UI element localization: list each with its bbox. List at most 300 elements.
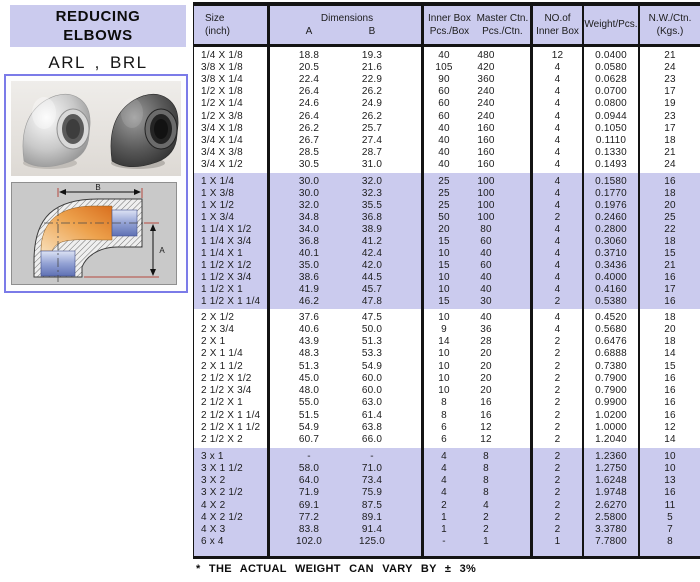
cell-size: 1 X 1/4 [201,175,235,187]
cell-dim-a: 26.4 [298,86,320,98]
cell-pcs-box: 4 [441,462,447,474]
cell-dim-b: 26.2 [361,86,383,98]
cell-pcs-ctn: 28 [480,336,492,348]
cell-pcs-box: 15 [438,295,450,307]
cell-weight: 0.1976 [595,199,627,211]
cell-size: 2 X 3/4 [201,323,235,335]
cell-pcs-box: 40 [438,135,450,147]
cell-size: 2 1/2 X 1 1/2 [201,422,261,434]
cell-size: 1 X 1/2 [201,199,235,211]
cell-no-inner-box: 2 [554,511,561,523]
cell-nw: 21 [664,259,676,271]
cell-nw: 23 [664,74,676,85]
cell-no-inner-box: 12 [551,49,564,61]
cell-size: 3 X 2 1/2 [201,487,243,499]
cell-nw: 18 [664,187,676,199]
cell-dim-a: 26.7 [298,135,320,147]
cell-size: 1 1/4 X 1/2 [201,223,252,235]
cell-pcs-ctn: 40 [480,271,492,283]
cell-pcs-ctn: 240 [477,110,495,122]
cell-no-inner-box: 2 [554,434,561,446]
left-panel [0,0,193,582]
cell-pcs-ctn: 16 [480,409,492,421]
cell-pcs-ctn: 240 [477,98,495,110]
cell-dim-b: 75.9 [361,487,383,499]
cell-no-inner-box: 2 [554,372,561,384]
dimension-diagram [11,182,177,285]
cell-pcs-box: 14 [438,336,450,348]
cell-size: 4 X 3 [201,524,226,536]
cell-dim-a: 30.0 [298,175,320,187]
dim-b-label: B [95,183,101,192]
cell-pcs-box: 10 [438,283,450,295]
cell-weight: 1.0200 [595,409,627,421]
cell-dim-b: 32.0 [361,175,383,187]
cell-size: 3/8 X 1/8 [201,61,243,73]
cell-no-inner-box: 2 [554,336,561,348]
cell-pcs-box: 15 [438,259,450,271]
cell-size: 1 1/2 X 1 1/4 [201,295,261,307]
cell-nw: 14 [664,434,676,446]
cell-dim-b: 51.3 [361,336,383,348]
cell-size: 2 1/2 X 2 [201,434,243,446]
cell-dim-a: 48.3 [298,348,320,360]
cell-size: 1/2 X 1/4 [201,98,243,110]
cell-nw: 16 [664,397,676,409]
cell-dim-b: 25.7 [361,122,383,134]
cell-dim-a: 28.5 [298,147,320,159]
cell-size: 2 X 1/2 [201,311,235,323]
cell-pcs-ctn: 240 [477,86,495,98]
cell-pcs-ctn: 60 [480,235,492,247]
cell-dim-a: 58.0 [298,462,320,474]
cell-pcs-ctn: 36 [480,323,492,335]
cell-nw: 18 [664,135,676,147]
header-inner-box: Inner Box Pcs./Box [428,12,471,37]
cell-nw: 18 [664,311,676,323]
cell-pcs-box: 10 [438,247,450,259]
cell-dim-b: 42.0 [361,259,383,271]
cell-nw: 18 [664,235,676,247]
cell-no-inner-box: 2 [554,475,561,487]
rule-after-dimensions [421,2,424,559]
cell-pcs-box: 4 [441,450,447,462]
cell-pcs-ctn: 16 [480,397,492,409]
cell-pcs-box: - [442,536,446,548]
cell-weight: 0.1580 [595,175,627,187]
cell-weight: 0.3060 [595,235,627,247]
title-line2: ELBOWS [63,27,133,44]
cell-dim-b: 47.5 [361,311,383,323]
header-packing [424,12,530,38]
cell-size: 2 X 1 [201,336,226,348]
cell-weight: 3.3780 [595,524,627,536]
cell-size: 1/4 X 1/8 [201,49,243,61]
cell-dim-b: 63.8 [361,422,383,434]
cell-nw: 19 [664,98,676,110]
cell-no-inner-box: 4 [554,147,561,159]
cell-dim-a: 51.3 [298,360,320,372]
cell-dim-b: 71.0 [361,462,383,474]
cell-weight: 0.1330 [595,147,627,159]
header-weight: Weight/Pcs. [584,19,638,31]
cell-weight: 2.6270 [595,499,627,511]
cell-pcs-box: 60 [438,86,450,98]
cell-weight: 0.1050 [595,122,627,134]
cell-size: 1/2 X 3/8 [201,110,243,122]
cell-dim-a: 41.9 [298,283,320,295]
cell-dim-a: 51.5 [298,409,320,421]
header-net-weight: N.W./Ctn. (Kgs.) [648,12,692,37]
cell-pcs-ctn: 40 [480,283,492,295]
cell-size: 3/4 X 1/2 [201,159,243,171]
cell-size: 3 x 1 [201,450,224,462]
cell-dim-b: 45.7 [361,283,383,295]
cell-weight: 0.5680 [595,323,627,335]
cell-dim-a: 18.8 [298,49,320,61]
cell-dim-a: 40.6 [298,323,320,335]
cell-pcs-box: 20 [438,223,450,235]
cell-dim-a: 102.0 [295,536,323,548]
cell-pcs-ctn: 100 [477,199,495,211]
cell-no-inner-box: 4 [554,235,561,247]
cell-no-inner-box: 4 [554,259,561,271]
cell-nw: 15 [664,360,676,372]
cell-pcs-box: 8 [441,409,447,421]
header-size: Size (inch) [205,12,231,37]
cell-no-inner-box: 4 [554,61,561,73]
cell-nw: 16 [664,175,676,187]
cell-no-inner-box: 2 [554,295,561,307]
cell-dim-b: 32.3 [361,187,383,199]
cell-dim-b: - [370,450,374,462]
cell-weight: 1.2360 [595,450,627,462]
product-photo [8,77,184,180]
cell-size: 3/8 X 1/4 [201,74,243,85]
cell-pcs-box: 10 [438,348,450,360]
header-no-of-inner-box: NO.of Inner Box [536,12,579,37]
cell-nw: 15 [664,247,676,259]
cell-pcs-box: 1 [441,524,447,536]
cell-no-inner-box: 4 [554,98,561,110]
cell-weight: 0.0580 [595,61,627,73]
cell-weight: 0.2460 [595,211,627,223]
cell-dim-b: 26.2 [361,110,383,122]
title-line1: REDUCING [55,7,141,25]
cell-dim-a: 30.0 [298,187,320,199]
rule-after-packing [530,2,533,559]
cell-dim-a: 83.8 [298,524,320,536]
cell-pcs-box: 4 [441,487,447,499]
cell-pcs-ctn: 160 [477,135,495,147]
cell-dim-a: 45.0 [298,372,320,384]
cell-no-inner-box: 2 [554,499,561,511]
cell-pcs-ctn: 100 [477,175,495,187]
cell-size: 3 X 2 [201,475,226,487]
cell-no-inner-box: 4 [554,271,561,283]
cell-no-inner-box: 4 [554,283,561,295]
cell-no-inner-box: 4 [554,135,561,147]
cell-weight: 0.2800 [595,223,627,235]
cell-no-inner-box: 2 [554,409,561,421]
cell-dim-b: 60.0 [361,385,383,397]
cell-pcs-ctn: 12 [480,422,492,434]
cell-weight: 0.3710 [595,247,627,259]
cell-dim-b: 44.5 [361,271,383,283]
cell-weight: 0.1770 [595,187,627,199]
cell-nw: 20 [664,199,676,211]
cell-dim-b: 60.0 [361,372,383,384]
cell-weight: 0.4000 [595,271,627,283]
cell-no-inner-box: 4 [554,122,561,134]
cell-dim-a: 69.1 [298,499,320,511]
cell-weight: 1.6248 [595,475,627,487]
header-dimensions: Dimensions A B [270,12,421,38]
cell-no-inner-box: 4 [554,175,561,187]
cell-dim-a: 55.0 [298,397,320,409]
cell-weight: 0.4520 [595,311,627,323]
cell-dim-a: 77.2 [298,511,320,523]
cell-no-inner-box: 4 [554,223,561,235]
cell-dim-b: 89.1 [361,511,383,523]
cell-dim-b: 35.5 [361,199,383,211]
cell-pcs-ctn: 100 [477,187,495,199]
cell-dim-b: 87.5 [361,499,383,511]
cell-dim-b: 21.6 [361,61,383,73]
cell-nw: 14 [664,348,676,360]
cell-nw: 8 [667,536,673,548]
cell-nw: 17 [664,86,676,98]
cell-no-inner-box: 4 [554,323,561,335]
cell-pcs-ctn: 2 [483,524,489,536]
cell-nw: 10 [664,462,676,474]
cell-dim-b: 53.3 [361,348,383,360]
cell-pcs-ctn: 480 [477,49,495,61]
cell-dim-b: 22.9 [361,74,383,85]
cell-dim-a: 34.8 [298,211,320,223]
rule-after-weight [638,2,640,559]
cell-size: 4 X 2 [201,499,226,511]
cell-no-inner-box: 4 [554,199,561,211]
cell-nw: 24 [664,159,676,171]
cell-dim-a: 54.9 [298,422,320,434]
cell-nw: 16 [664,271,676,283]
cell-dim-a: 30.5 [298,159,320,171]
cell-dim-a: 22.4 [298,74,320,85]
cell-pcs-box: 6 [441,422,447,434]
cell-dim-b: 91.4 [361,524,383,536]
cell-weight: 0.0700 [595,86,627,98]
table-bottom-border [193,556,700,559]
cell-dim-a: - [307,450,311,462]
cell-size: 1 X 3/4 [201,211,235,223]
cell-pcs-ctn: 160 [477,159,495,171]
cell-no-inner-box: 4 [554,159,561,171]
cell-pcs-box: 6 [441,434,447,446]
cell-nw: 25 [664,211,676,223]
cell-nw: 20 [664,323,676,335]
cell-pcs-ctn: 20 [480,360,492,372]
cell-size: 2 X 1 1/2 [201,360,243,372]
cell-weight: 0.6888 [595,348,627,360]
cell-dim-a: 26.4 [298,110,320,122]
cell-pcs-box: 9 [441,323,447,335]
cell-no-inner-box: 2 [554,462,561,474]
cell-dim-b: 28.7 [361,147,383,159]
cell-pcs-box: 40 [438,159,450,171]
cell-no-inner-box: 2 [554,211,561,223]
cell-no-inner-box: 2 [554,487,561,499]
cell-nw: 16 [664,295,676,307]
cell-no-inner-box: 2 [554,450,561,462]
cell-dim-a: 24.6 [298,98,320,110]
cell-size: 2 1/2 X 3/4 [201,385,252,397]
elbow-section-drawing [12,183,176,284]
cell-size: 3 X 1 1/2 [201,462,243,474]
cell-pcs-box: 60 [438,110,450,122]
rule-after-inner-box [582,2,584,559]
elbow-photo-image [8,77,184,180]
cell-pcs-box: 25 [438,199,450,211]
cell-pcs-ctn: 160 [477,147,495,159]
cell-pcs-ctn: 20 [480,385,492,397]
cell-pcs-ctn: 20 [480,348,492,360]
cell-weight: 0.0800 [595,98,627,110]
cell-dim-b: 63.0 [361,397,383,409]
cell-pcs-ctn: 4 [483,499,489,511]
cell-dim-b: 61.4 [361,409,383,421]
cell-nw: 16 [664,487,676,499]
cell-dim-a: 32.0 [298,199,320,211]
cell-pcs-box: 25 [438,187,450,199]
cell-no-inner-box: 2 [554,422,561,434]
spec-table [193,2,700,559]
header-master-ctn: Master Ctn. Pcs./Ctn. [476,12,529,37]
cell-nw: 5 [667,511,673,523]
cell-dim-a: 34.0 [298,223,320,235]
cell-pcs-ctn: 60 [480,259,492,271]
cell-pcs-box: 25 [438,175,450,187]
cell-no-inner-box: 4 [554,311,561,323]
cell-size: 3/4 X 1/8 [201,122,243,134]
cell-pcs-box: 10 [438,311,450,323]
cell-weight: 1.2750 [595,462,627,474]
cell-dim-b: 42.4 [361,247,383,259]
cell-weight: 0.0400 [595,49,627,61]
cell-pcs-ctn: 8 [483,475,489,487]
cell-size: 1 1/4 X 3/4 [201,235,252,247]
cell-size: 3/4 X 3/8 [201,147,243,159]
dim-a-label: A [159,246,165,255]
cell-weight: 0.1493 [595,159,627,171]
cell-nw: 13 [664,475,676,487]
cell-pcs-box: 10 [438,271,450,283]
cell-dim-a: 20.5 [298,61,320,73]
cell-pcs-ctn: 12 [480,434,492,446]
cell-no-inner-box: 2 [554,524,561,536]
cell-dim-b: 31.0 [361,159,383,171]
cell-dim-b: 41.2 [361,235,383,247]
cell-size: 1 1/2 X 1 [201,283,243,295]
cell-weight: 1.2040 [595,434,627,446]
cell-no-inner-box: 1 [554,536,561,548]
cell-nw: 16 [664,385,676,397]
cell-nw: 24 [664,61,676,73]
cell-nw: 18 [664,336,676,348]
cell-pcs-box: 60 [438,98,450,110]
cell-weight: 0.0944 [595,110,627,122]
cell-nw: 17 [664,122,676,134]
cell-size: 1 X 3/8 [201,187,235,199]
cell-nw: 23 [664,110,676,122]
cell-pcs-ctn: 20 [480,372,492,384]
cell-dim-a: 43.9 [298,336,320,348]
cell-weight: 0.6476 [595,336,627,348]
cell-pcs-box: 40 [438,147,450,159]
cell-pcs-ctn: 8 [483,462,489,474]
cell-size: 1 1/2 X 3/4 [201,271,252,283]
cell-weight: 0.0628 [595,74,627,85]
cell-pcs-box: 50 [438,211,450,223]
cell-pcs-box: 8 [441,397,447,409]
cell-dim-a: 26.2 [298,122,320,134]
cell-pcs-box: 105 [435,61,453,73]
cell-nw: 16 [664,409,676,421]
cell-dim-a: 40.1 [298,247,320,259]
cell-no-inner-box: 4 [554,86,561,98]
cell-dim-b: 19.3 [361,49,383,61]
cell-pcs-box: 90 [438,74,450,85]
cell-size: 2 X 1 1/4 [201,348,243,360]
cell-no-inner-box: 2 [554,360,561,372]
cell-dim-a: 48.0 [298,385,320,397]
cell-nw: 7 [667,524,673,536]
cell-size: 3/4 X 1/4 [201,135,243,147]
cell-weight: 7.7800 [595,536,627,548]
table-left-border [193,2,194,559]
cell-dim-b: 36.8 [361,211,383,223]
cell-weight: 1.9748 [595,487,627,499]
cell-pcs-ctn: 40 [480,247,492,259]
cell-nw: 11 [664,499,676,511]
cell-dim-b: 50.0 [361,323,383,335]
cell-pcs-ctn: 2 [483,511,489,523]
cell-pcs-ctn: 160 [477,122,495,134]
cell-nw: 12 [664,422,676,434]
cell-nw: 22 [664,223,676,235]
cell-dim-b: 47.8 [361,295,383,307]
cell-pcs-ctn: 8 [483,450,489,462]
cell-pcs-ctn: 40 [480,311,492,323]
cell-dim-a: 36.8 [298,235,320,247]
model-codes: ARL , BRL [48,53,148,72]
cell-dim-a: 60.7 [298,434,320,446]
cell-dim-a: 35.0 [298,259,320,271]
cell-pcs-ctn: 80 [480,223,492,235]
cell-dim-a: 64.0 [298,475,320,487]
cell-nw: 17 [664,283,676,295]
cell-nw: 21 [664,147,676,159]
cell-dim-a: 37.6 [298,311,320,323]
cell-size: 4 X 2 1/2 [201,511,243,523]
cell-dim-b: 38.9 [361,223,383,235]
cell-size: 1/2 X 1/8 [201,86,243,98]
cell-pcs-ctn: 360 [477,74,495,85]
cell-pcs-ctn: 8 [483,487,489,499]
cell-nw: 10 [664,450,676,462]
cell-dim-b: 125.0 [358,536,386,548]
cell-dim-b: 54.9 [361,360,383,372]
